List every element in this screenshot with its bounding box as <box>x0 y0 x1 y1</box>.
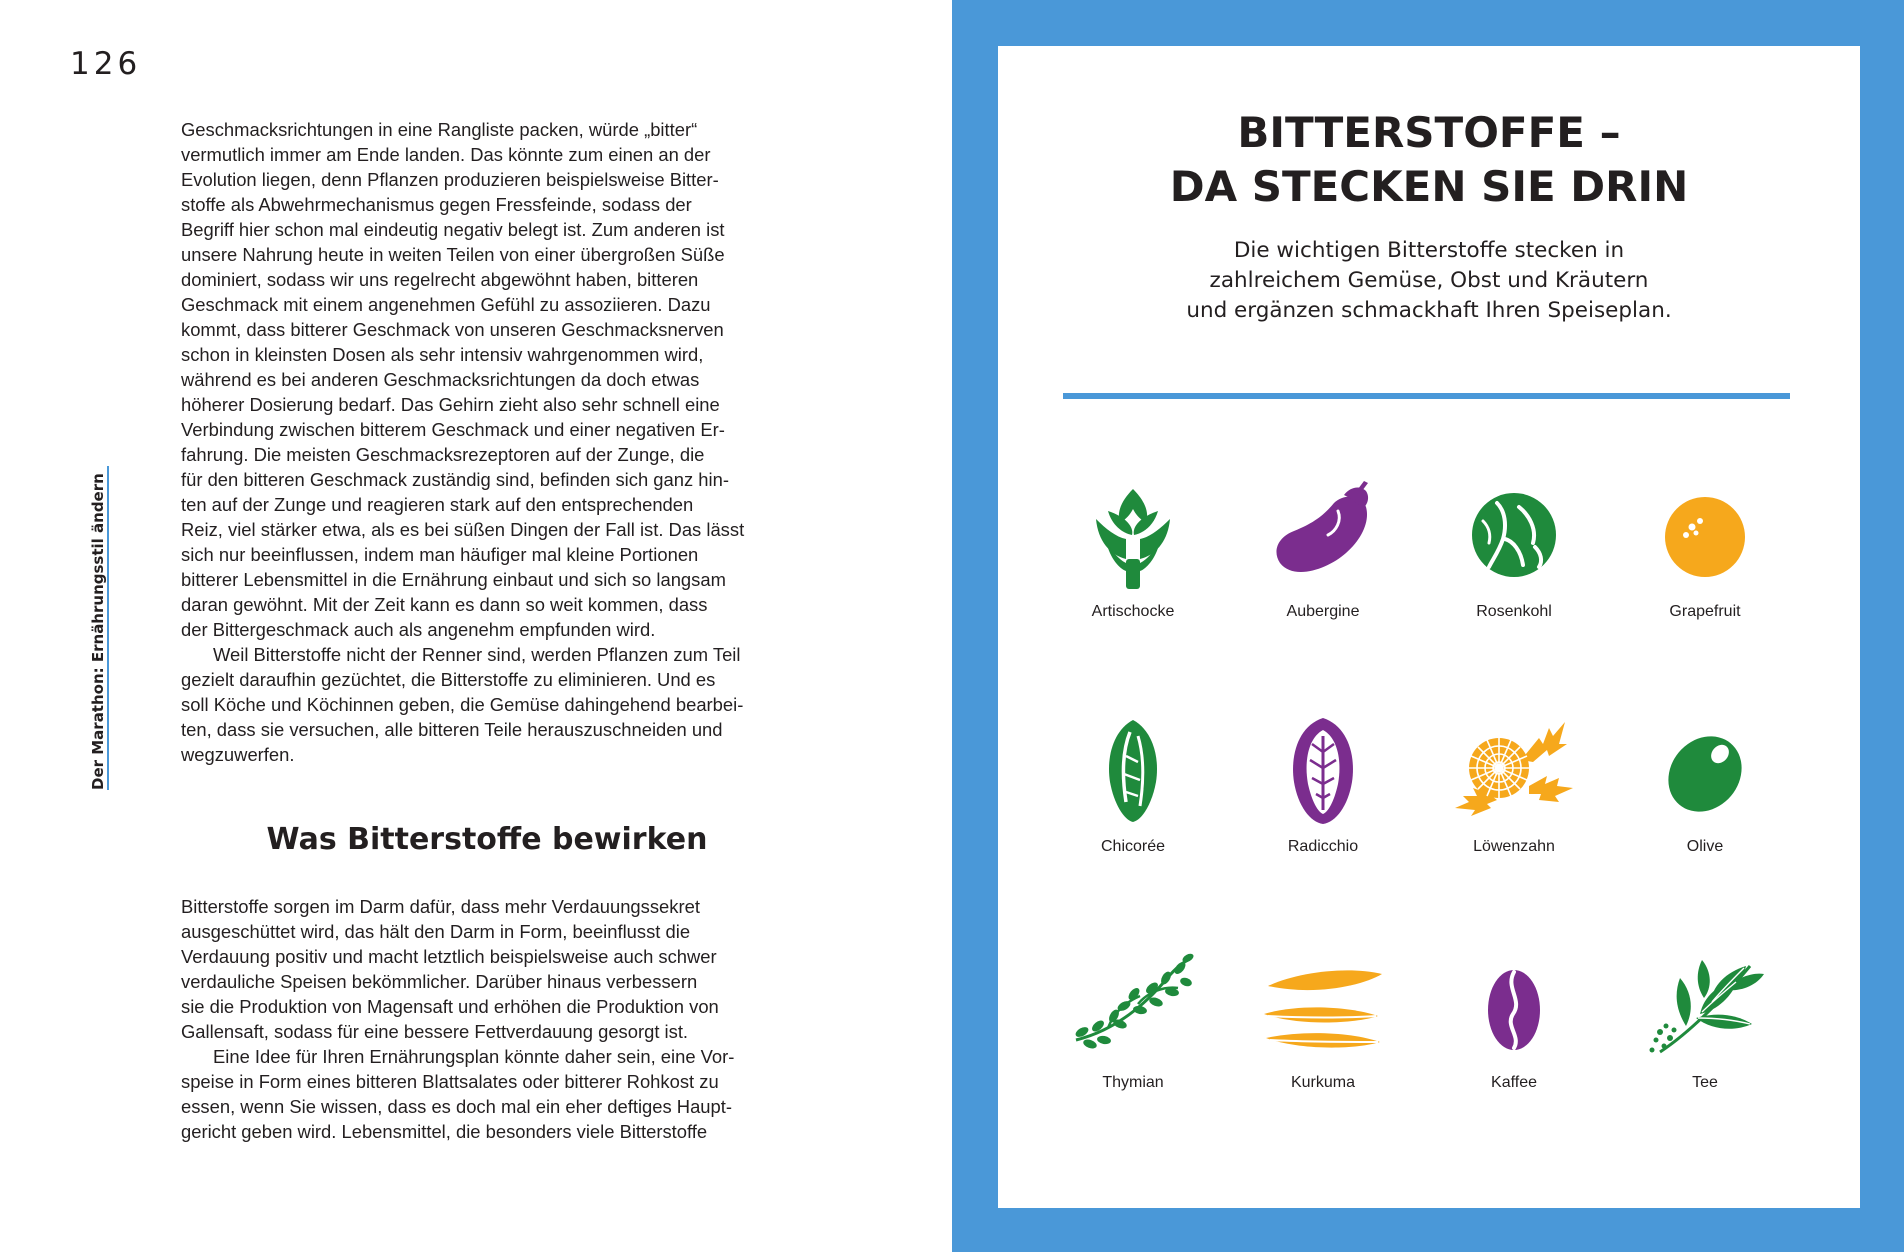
food-label: Chicorée <box>1100 838 1166 855</box>
text-line: Verbindung zwischen bitterem Geschmack und einer negativen Er- <box>181 419 725 440</box>
food-label: Radicchio <box>1287 838 1359 855</box>
food-item-rosenkohl <box>1419 481 1609 621</box>
text-line: gericht geben wird. Lebensmittel, die besonders viele Bitterstoffe <box>181 1121 708 1142</box>
food-item-thymian <box>1038 952 1228 1092</box>
text-line: soll Köche und Köchinnen geben, die Gemüse dahingehend bearbei- <box>181 694 744 715</box>
right-page <box>952 0 1904 1252</box>
text-line: dominiert, sodass wir uns regelrecht abgewöhnt haben, bitteren <box>181 269 699 290</box>
page-number: 126 <box>70 46 142 82</box>
food-item-chicoree <box>1038 716 1228 856</box>
text-line: speise in Form eines bitteren Blattsalates oder bitterer Rohkost zu <box>181 1071 719 1092</box>
coffee-bean-icon <box>1449 952 1579 1062</box>
food-label: Aubergine <box>1286 603 1360 620</box>
panel-title-line: BITTERSTOFFE – <box>1237 108 1621 157</box>
panel-title <box>998 106 1860 214</box>
radicchio-icon <box>1258 716 1388 826</box>
food-item-tee <box>1610 952 1800 1092</box>
section-rule <box>107 466 109 790</box>
chicory-icon <box>1068 716 1198 826</box>
text-line: verdauliche Speisen bekömmlicher. Darüber hinaus verbessern <box>181 971 698 992</box>
text-line: Geschmack mit einem angenehmen Gefühl zu assoziieren. Dazu <box>181 294 711 315</box>
food-label: Olive <box>1686 838 1724 855</box>
food-label: Grapefruit <box>1669 603 1741 620</box>
text-line: Gallensaft, sodass für eine bessere Fettverdauung gesorgt ist. <box>181 1021 689 1042</box>
eggplant-icon <box>1258 481 1388 591</box>
grapefruit-icon <box>1640 481 1770 591</box>
thyme-icon <box>1068 952 1198 1062</box>
tea-leaf-icon <box>1640 952 1770 1062</box>
artichoke-icon <box>1068 481 1198 591</box>
food-label: Löwenzahn <box>1473 838 1555 855</box>
food-item-aubergine <box>1228 481 1418 621</box>
food-label: Tee <box>1692 1074 1718 1091</box>
food-item-radicchio <box>1228 716 1418 856</box>
text-line: kommt, dass bitterer Geschmack von unseren Geschmacksnerven <box>181 319 724 340</box>
text-line: Begriff hier schon mal eindeutig negativ belegt ist. Zum anderen ist <box>181 219 725 240</box>
text-line: ausgeschüttet wird, das hält den Darm in Form, beeinflusst die <box>181 921 691 942</box>
text-line: sie die Produktion von Magensaft und erhöhen die Produktion von <box>181 996 719 1017</box>
food-label: Kaffee <box>1491 1074 1537 1091</box>
text-line: Geschmacksrichtungen in eine Rangliste packen, würde „bitter“ <box>181 119 698 140</box>
food-item-kurkuma <box>1228 952 1418 1092</box>
body-text-top <box>181 117 793 767</box>
panel-title-line: DA STECKEN SIE DRIN <box>1169 162 1689 211</box>
text-line: wegzuwerfen. <box>181 744 295 765</box>
food-item-kaffee <box>1419 952 1609 1092</box>
text-line: für den bitteren Geschmack zuständig sind, befinden sich ganz hin- <box>181 469 729 490</box>
info-panel <box>998 46 1860 1208</box>
text-line: ten auf der Zunge und reagieren stark auf den entsprechenden <box>181 494 694 515</box>
food-label: Kurkuma <box>1290 1074 1356 1091</box>
text-line: bitterer Lebensmittel in die Ernährung einbaut und sich so langsam <box>181 569 726 590</box>
text-line: daran gewöhnt. Mit der Zeit kann es dann so weit kommen, dass <box>181 594 708 615</box>
text-line: während es bei anderen Geschmacksrichtungen da doch etwas <box>181 369 700 390</box>
panel-intro <box>998 236 1860 326</box>
text-line: höherer Dosierung bedarf. Das Gehirn zieht also sehr schnell eine <box>181 394 720 415</box>
text-line: stoffe als Abwehrmechanismus gegen Fressfeinde, sodass der <box>181 194 692 215</box>
intro-line: und ergänzen schmackhaft Ihren Speiseplan. <box>1186 298 1672 323</box>
intro-line: Die wichtigen Bitterstoffe stecken in <box>1233 238 1625 263</box>
text-line: vermutlich immer am Ende landen. Das könnte zum einen an der <box>181 144 711 165</box>
brussels-sprout-icon <box>1449 481 1579 591</box>
text-line: essen, wenn Sie wissen, dass es doch mal ein eher deftiges Haupt- <box>181 1096 733 1117</box>
turmeric-icon <box>1258 952 1388 1062</box>
text-line: Evolution liegen, denn Pflanzen produzieren beispielsweise Bitter- <box>181 169 719 190</box>
text-line: Bitterstoffe sorgen im Darm dafür, dass mehr Verdauungssekret <box>181 896 700 917</box>
food-item-olive <box>1610 716 1800 856</box>
text-line: fahrung. Die meisten Geschmacksrezeptoren auf der Zunge, die <box>181 444 705 465</box>
text-line: Reiz, viel stärker etwa, als es bei süßen Dingen der Fall ist. Das lässt <box>181 519 745 540</box>
body-text-bottom <box>181 894 793 1144</box>
text-line: Weil Bitterstoffe nicht der Renner sind, werden Pflanzen zum Teil <box>213 644 741 665</box>
section-heading: Was Bitterstoffe bewirken <box>266 822 708 857</box>
text-line: unsere Nahrung heute in weiten Teilen von einer übergroßen Süße <box>181 244 725 265</box>
food-label: Artischocke <box>1091 603 1175 620</box>
food-label: Thymian <box>1102 1074 1164 1091</box>
food-item-grapefruit <box>1610 481 1800 621</box>
dandelion-icon <box>1449 716 1579 826</box>
text-line: Verdauung positiv und macht letztlich beispielsweise auch schwer <box>181 946 717 967</box>
olive-icon <box>1640 716 1770 826</box>
text-line: gezielt daraufhin gezüchtet, die Bitterstoffe zu eliminieren. Und es <box>181 669 716 690</box>
intro-line: zahlreichem Gemüse, Obst und Kräutern <box>1209 268 1649 293</box>
running-section-label: Der Marathon: Ernährungsstil ändern <box>89 473 107 790</box>
text-line: der Bittergeschmack auch als angenehm empfunden wird. <box>181 619 656 640</box>
food-item-artischocke <box>1038 481 1228 621</box>
food-item-loewenzahn <box>1419 716 1609 856</box>
text-line: Eine Idee für Ihren Ernährungsplan könnte daher sein, eine Vor- <box>213 1046 735 1067</box>
text-line: ten, dass sie versuchen, alle bitteren Teile herauszuschneiden und <box>181 719 723 740</box>
food-label: Rosenkohl <box>1476 603 1552 620</box>
text-line: schon in kleinsten Dosen als sehr intensiv wahrgenommen wird, <box>181 344 704 365</box>
panel-divider <box>1063 393 1790 399</box>
text-line: sich nur beeinflussen, indem man häufiger mal kleine Portionen <box>181 544 699 565</box>
